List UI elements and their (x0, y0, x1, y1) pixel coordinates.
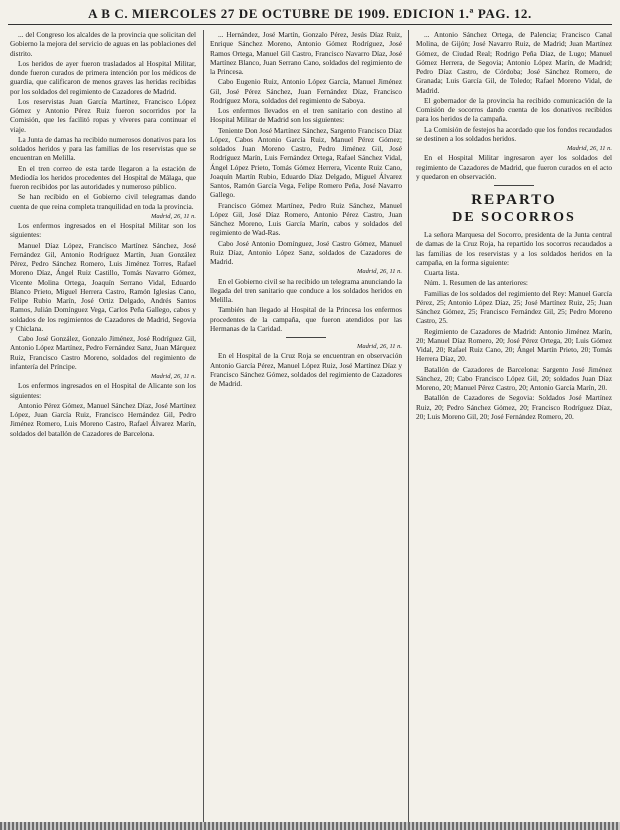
paragraph: Regimiento de Cazadores de Madrid: Antonio Jiménez Marín, 20; Manuel Díaz Romero, 20; José Pérez Ortega, 20; Luis Gómez Vidal, 20; Rafael Ruiz Cano, 20; Ángel Martín Prieto, 20; Tomás Herrera Díaz, 20. (416, 326, 612, 364)
paragraph: En el Gobierno civil se ha recibido un telegrama anunciando la llegada del tren sanitario que conduce a los soldados heridos en Melilla. (210, 276, 402, 304)
header-rule (8, 24, 612, 25)
column-1 (10, 30, 196, 824)
dateline: Madrid, 26, 11 n. (566, 145, 612, 152)
paragraph: Se han recibido en el Gobierno civil telegramas dando cuenta de que reina completa tranquilidad en toda la provincia. (10, 192, 196, 211)
paragraph: La señora Marquesa del Socorro, presidenta de la Junta central de damas de la Cruz Roja, ha repartido los socorros recaudados a las familias de los reservistas y a los soldados heridos en la campaña, en la forma siguiente: (416, 230, 612, 267)
header-text: A B C. MIERCOLES 27 DE OCTUBRE DE 1909. EDICION 1.ª PAG. 12. (88, 6, 532, 21)
section-divider (286, 337, 326, 338)
paragraph: Familias de los soldados del regimiento del Rey: Manuel García Pérez, 25; Antonio López Díaz, 25; José Martínez Ruiz, 25; Juan Sánchez Gómez, 25; Francisco Fernández Gil, 25; Pedro Moreno Castro, 25. (416, 288, 612, 326)
paragraph: En el tren correo de esta tarde llegaron a la estación de Mediodía los heridos procedentes del Hospital de Málaga, que fueron recibidos por las autoridades y numeroso público. (10, 163, 196, 191)
paragraph: Los reservistas Juan García Martínez, Francisco López Gómez y Antonio Pérez Ruiz fueron socorridos por la Comisión, que les facilitó ropas y víveres para continuar el viaje. (10, 96, 196, 134)
paragraph: Los enfermos ingresados en el Hospital Militar son los siguientes: (10, 221, 196, 240)
paragraph: Batallón de Cazadores de Barcelona: Sargento José Jiménez Sánchez, 20; Cabo Francisco López Gil, 20; soldados Juan Díaz Moreno, 20; Manuel Pérez Castro, 20; Antonio García Marín, 20. (416, 364, 612, 392)
paragraph: Los heridos de ayer fueron trasladados al Hospital Militar, donde fueron curados de primera intención por los médicos de guardia, que calificaron de menos graves las heridas recibidas por los soldados del regimiento de Cazadores de Madrid. (10, 58, 196, 96)
paragraph: Los enfermos llevados en el tren sanitario con destino al Hospital Militar de Madrid son los siguientes: (210, 106, 402, 125)
paragraph: Antonio Pérez Gómez, Manuel Sánchez Díaz, José Martínez López, Juan García Ruiz, Francisco Hernández Gil, Pedro Jiménez Romero, Luis Moreno Castro, Rafael Álvarez Marín, soldados del batallón de Cazadores de Barcelona. (10, 400, 196, 438)
paragraph: La Comisión de festejos ha acordado que los fondos recaudados se destinen a los soldados heridos. (416, 124, 612, 143)
paragraph: ... Antonio Sánchez Ortega, de Palencia; Francisco Canal Molina, de Gijón; José Navarro Ruiz, de Madrid; Juan Martínez Gómez, de Ciudad Real; Rodrigo Peña Díaz, de Lugo; Manuel Gómez Herrera, de Segovia; Antonio López Marín, de Madrid; Pedro Díaz Castro, de Córdoba; José Sánchez Romero, de Granada; Luis García Gil, de Toledo; Rafael Moreno Vidal, de Madrid. (416, 30, 612, 95)
column-2 (210, 30, 402, 824)
paragraph: Cuarta lista. (424, 268, 460, 277)
paragraph: Núm. 1. Resumen de las anteriores: (424, 278, 528, 288)
paragraph: Cabo José González, Gonzalo Jiménez, José Rodríguez Gil, Antonio López Martínez, Pedro Fernández Sanz, Juan Márquez Ruiz, Francisco Castro Moreno, soldados del regimiento de infantería del Príncipe. (10, 334, 196, 371)
paragraph: El gobernador de la provincia ha recibido comunicación de la Comisión de socorros dando cuenta de los donativos recibidos para los heridos de la campaña. (416, 95, 612, 124)
paragraph: Los enfermos ingresados en el Hospital de Alicante son los siguientes: (10, 381, 196, 400)
paragraph: En el Hospital Militar ingresaron ayer los soldados del regimiento de Cazadores de Madrid, que fueron curados en el acto y quedaron en observación. (416, 153, 612, 181)
section-subtitle: DE SOCORROS (452, 210, 576, 225)
section-title: REPARTO (471, 192, 557, 208)
column-separator (203, 30, 204, 822)
paragraph: Cabo José Antonio Domínguez, José Castro Gómez, Manuel Ruiz Díaz, Antonio López Sanz, soldados de Cazadores de Madrid. (210, 238, 402, 266)
paragraph: Manuel Díaz López, Francisco Martínez Sánchez, José Fernández Gil, Antonio Rodríguez Martín, Juan González Pérez, Pedro Sánchez Romero, Luis Jiménez Torres, Rafael Moreno Díaz, Ángel Ruiz Castillo, Tomás Navarro Gómez, Vicente Molina Ortega, Joaquín Serrano Vidal, Eduardo Blanco Prieto, Miguel Herrera Castro, Ramón Iglesias Cano, Felipe Rubio Marín, José Ortiz Delgado, Andrés Santos Ramos, Julián Domínguez Vega, Carlos Peña Gallego, cabos y soldados de los regimientos de Cazadores de Madrid, Segovia y Chiclana. (10, 240, 196, 333)
page-header (0, 0, 620, 26)
dateline: Madrid, 26, 11 n. (150, 373, 196, 380)
paragraph: Francisco Gómez Martínez, Pedro Ruiz Sánchez, Manuel López Gil, José Díaz Romero, Antonio Pérez Castro, Juan Sánchez Moreno, Luis García Marín, cabos y soldados del regimiento de Wad-Ras. (210, 200, 402, 238)
paragraph: La Junta de damas ha recibido numerosos donativos para los soldados heridos y para las familias de los reservistas que se encuentran en Melilla. (10, 134, 196, 163)
paragraph: Cabo Eugenio Ruiz, Antonio López García, Manuel Jiménez Gil, José Pérez Sánchez, Juan Fernández Díaz, Francisco Rodríguez Mora, soldados del regimiento de Saboya. (210, 77, 402, 105)
paragraph: ... del Congreso los alcaldes de la provincia que solicitan del Gobierno la mejora del servicio de aguas en las poblaciones del distrito. (10, 30, 196, 58)
dateline: Madrid, 26, 11 n. (150, 212, 196, 220)
column-separator (408, 30, 409, 822)
section-divider (494, 185, 534, 186)
paragraph: En el Hospital de la Cruz Roja se encuentran en observación Antonio García Pérez, Manuel López Ruiz, José Martínez Díaz y Francisco Sánchez Gómez, soldados del regimiento de Cazadores de Madrid. (210, 351, 402, 388)
page-footer-strip (0, 822, 620, 830)
paragraph: ... Hernández, José Martín, Gonzalo Pérez, Jesús Díaz Ruiz, Enrique Sánchez Moreno, Antonio Gómez Rodríguez, José Ramos Ortega, Manuel Gil Castro, Francisco Navarro Díaz, José Martínez Blanco, Juan Serrano Cano, soldados del regimiento de la Princesa. (210, 30, 402, 76)
column-3 (416, 30, 612, 824)
paragraph: Batallón de Cazadores de Segovia: Soldados José Martínez Ruiz, 20; Pedro Sánchez Gómez, 20; Francisco Rodríguez Díaz, 20; Luis Moreno Gil, 20; José Fernández Romero, 20. (416, 393, 612, 421)
dateline: Madrid, 26, 11 n. (356, 343, 402, 350)
dateline: Madrid, 26, 11 n. (356, 268, 402, 276)
paragraph: Teniente Don José Martínez Sánchez, Sargento Francisco Díaz López, Cabos Antonio García Ruiz, Manuel Pérez Gómez; soldados Juan Moreno Castro, Pedro Jiménez Gil, José Rodríguez Marín, Luis Fernández Ortega, Rafael Sánchez Vidal, Ángel López Prieto, Tomás Gómez Herrera, Vicente Ruiz Cano, Joaquín Martín Rubio, Eduardo Díaz Delgado, Miguel Álvarez Santos, Ramón García Vega, Felipe Romero Peña, José Navarro Gallego. (210, 125, 402, 200)
paragraph: También han llegado al Hospital de la Princesa los enfermos procedentes de la campaña, que fueron atendidos por las Hermanas de la Caridad. (210, 305, 402, 333)
